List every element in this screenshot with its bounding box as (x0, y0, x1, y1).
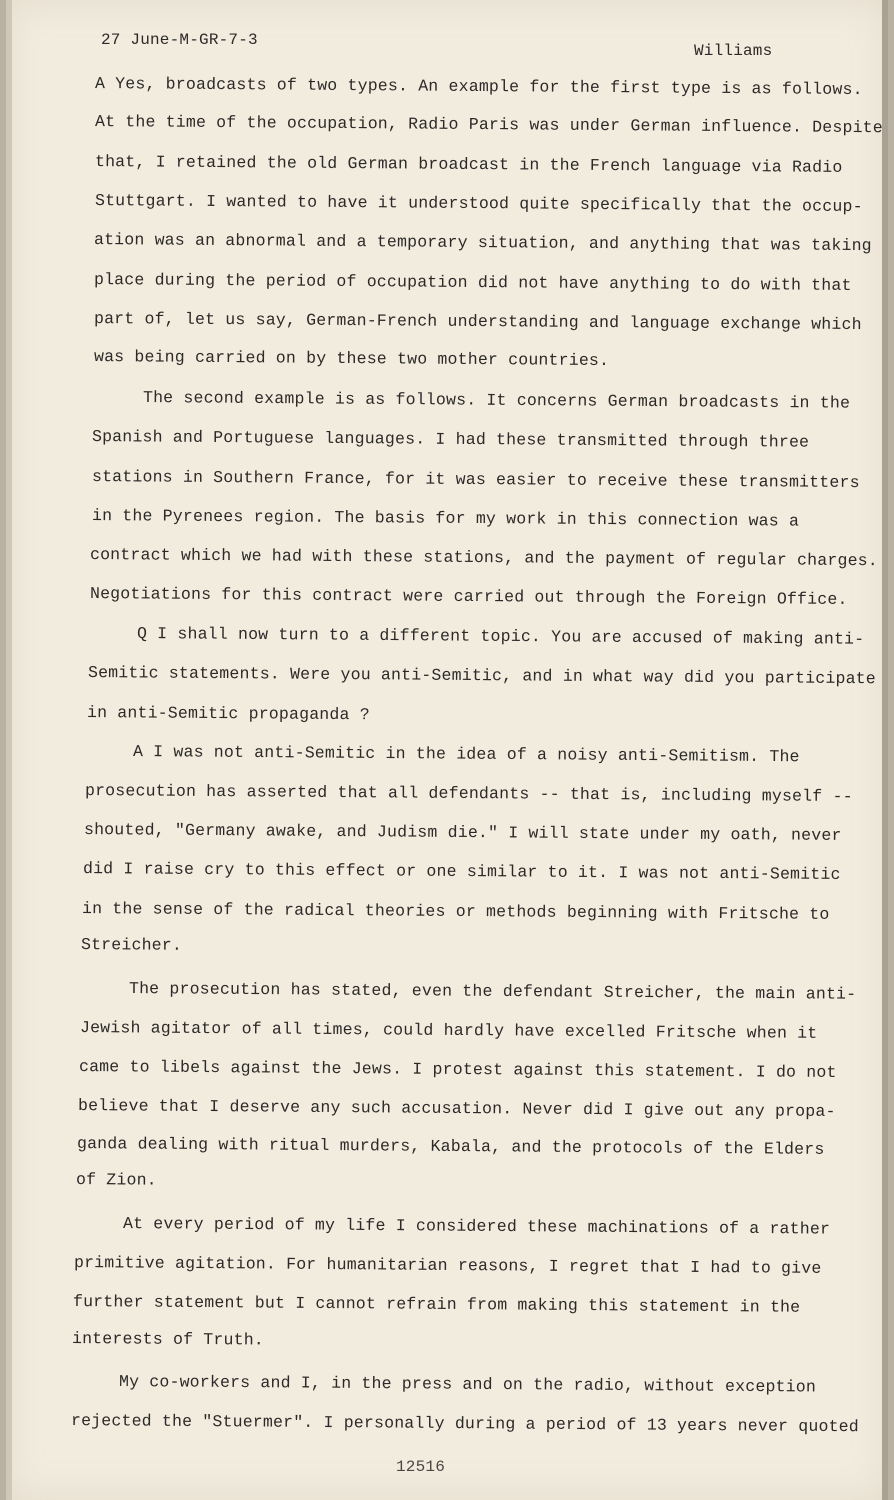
text-line: At every period of my life I considered these machinations of a rather (122, 1214, 831, 1239)
text-line: The second example is as follows. It concerns German broadcasts in the (142, 388, 851, 413)
text-line: further statement but I cannot refrain from making this statement in the (72, 1292, 801, 1317)
page-number: 12516 (396, 1458, 446, 1476)
text-line: ganda dealing with ritual murders, Kabala, and the protocols of the Elders (76, 1134, 825, 1159)
text-line: in anti-Semitic propaganda ? (86, 703, 370, 725)
text-line: prosecution has asserted that all defendants -- that is, including myself -- (84, 781, 853, 807)
text-line: Jewish agitator of all times, could hardly have excelled Fritsche when it (79, 1018, 818, 1043)
text-line: Semitic statements. Were you anti-Semitic, and in what way did you participate (87, 663, 876, 689)
text-line: in the Pyrenees region. The basis for my work in this connection was a (91, 506, 800, 531)
text-line: believe that I deserve any such accusation. Never did I give out any propa- (77, 1096, 836, 1121)
page-left-edge (6, 0, 12, 1500)
text-line: The prosecution has stated, even the defendant Streicher, the main anti- (128, 979, 857, 1004)
text-line: shouted, "Germany awake, and Judism die." I will state under my oath, never (83, 820, 842, 845)
text-line: My co-workers and I, in the press and on the radio, without exception (118, 1372, 817, 1397)
witness-name: Williams (694, 42, 773, 60)
text-line: A Yes, broadcasts of two types. An example for the first type is as follows. (94, 74, 863, 100)
text-line: ation was an abnormal and a temporary situation, and anything that was taking (93, 230, 872, 256)
text-line: Stuttgart. I wanted to have it understood quite specifically that the occup- (94, 191, 863, 217)
document-reference: 27 June-M-GR-7-3 (101, 31, 258, 49)
text-line: in the sense of the radical theories or methods beginning with Fritsche to (81, 899, 830, 924)
text-line: did I raise cry to this effect or one similar to it. I was not anti-Semitic (82, 859, 841, 884)
text-line: part of, let us say, German-French understanding and language exchange which (93, 309, 862, 335)
text-line: interests of Truth. (71, 1329, 265, 1350)
text-line: was being carried on by these two mother countries. (93, 347, 610, 371)
page-right-edge (882, 0, 888, 1500)
document-page (6, 0, 888, 1500)
text-line: primitive agitation. For humanitarian reasons, I regret that I had to give (73, 1253, 822, 1278)
text-line: stations in Southern France, for it was easier to receive these transmitters (91, 467, 860, 493)
text-line: came to libels against the Jews. I protest against this statement. I do not (78, 1057, 837, 1082)
text-line: A I was not anti-Semitic in the idea of a noisy anti-Semitism. The (132, 742, 800, 767)
text-line: Streicher. (80, 935, 183, 955)
text-line: place during the period of occupation did not have anything to do with that (93, 270, 852, 295)
text-line: Q I shall now turn to a different topic. You are accused of making anti- (136, 624, 865, 649)
text-line: At the time of the occupation, Radio Paris was under German influence. Despite (94, 112, 883, 138)
text-line: contract which we had with these stations, and the payment of regular charges. (89, 545, 878, 571)
text-line: Spanish and Portuguese languages. I had these transmitted through three (91, 427, 810, 452)
text-line: rejected the "Stuermer". I personally during a period of 13 years never quoted (70, 1411, 859, 1437)
text-line: of Zion. (75, 1170, 157, 1190)
text-line: Negotiations for this contract were carried out through the Foreign Office. (89, 584, 848, 609)
text-line: that, I retained the old German broadcast in the French language via Radio (94, 152, 843, 177)
